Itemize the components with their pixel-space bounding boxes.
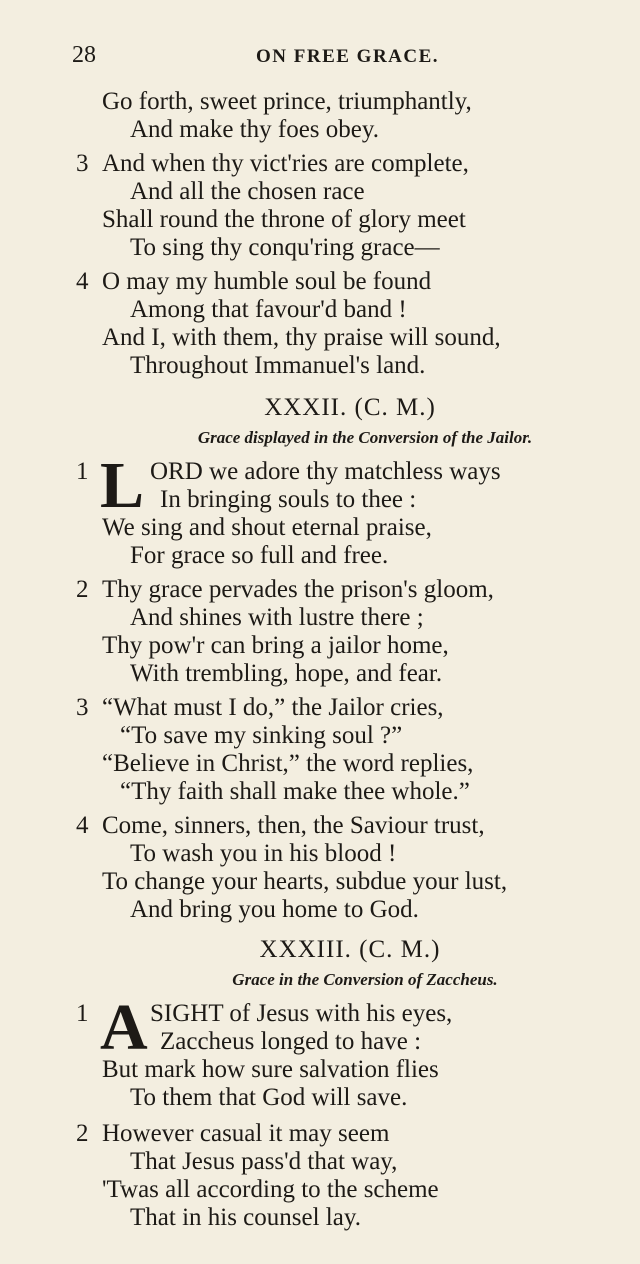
verse-number: 1 (76, 458, 89, 485)
verse-number: 3 (76, 150, 89, 177)
verse-line: And I, with them, thy praise will sound, (102, 324, 501, 351)
verse-line: And all the chosen race (130, 178, 365, 205)
verse-line: Come, sinners, then, the Saviour trust, (102, 812, 485, 839)
verse-line: In bringing souls to thee : (160, 486, 417, 513)
verse-line: Throughout Immanuel's land. (130, 352, 426, 379)
verse-line: That Jesus pass'd that way, (130, 1148, 398, 1175)
verse-number: 4 (76, 812, 89, 839)
verse-line: And shines with lustre there ; (130, 604, 424, 631)
verse-line: We sing and shout eternal praise, (102, 514, 432, 541)
verse-line: To change your hearts, subdue your lust, (102, 868, 508, 895)
verse-line: That in his counsel lay. (130, 1204, 361, 1231)
verse-line: With trembling, hope, and fear. (130, 660, 443, 687)
verse-line: “What must I do,” the Jailor cries, (102, 694, 444, 721)
drop-cap: A (100, 991, 148, 1064)
running-title: ON FREE GRACE. (256, 46, 440, 67)
verse-line: And when thy vict'ries are complete, (102, 150, 469, 177)
verse-line: 'Twas all according to the scheme (102, 1176, 439, 1203)
verse-line: SIGHT of Jesus with his eyes, (150, 1000, 453, 1027)
verse-line: However casual it may seem (102, 1120, 390, 1147)
verse-line: ORD we adore thy matchless ways (150, 458, 501, 485)
verse-line: To sing thy conqu'ring grace— (130, 234, 440, 261)
verse-line: “Thy faith shall make thee whole.” (120, 778, 470, 805)
verse-number: 3 (76, 694, 89, 721)
drop-cap: L (100, 449, 145, 522)
verse-line: O may my humble soul be found (102, 268, 432, 295)
verse-line: And bring you home to God. (130, 896, 419, 923)
verse-line: And make thy foes obey. (130, 116, 380, 143)
page-number: 28 (72, 42, 96, 68)
verse-line: “Believe in Christ,” the word replies, (102, 750, 474, 777)
verse-line: For grace so full and free. (130, 542, 389, 569)
verse-line: Thy grace pervades the prison's gloom, (102, 576, 494, 603)
verse-number: 2 (76, 1120, 89, 1147)
verse-line: Shall round the throne of glory meet (102, 206, 466, 233)
verse-line: Among that favour'd band ! (130, 296, 407, 323)
page-header (0, 42, 640, 76)
hymn-title: XXXII. (C. M.) (264, 394, 436, 421)
verse-line: To wash you in his blood ! (130, 840, 397, 867)
verse-number: 1 (76, 1000, 89, 1027)
verse-line: To them that God will save. (130, 1084, 408, 1111)
verse-number: 4 (76, 268, 89, 295)
verse-line: But mark how sure salvation flies (102, 1056, 439, 1083)
verse-line: Go forth, sweet prince, triumphantly, (102, 88, 472, 115)
verse-line: Zaccheus longed to have : (160, 1028, 422, 1055)
hymn-subtitle: Grace displayed in the Conversion of the Jailor. (197, 428, 533, 447)
verse-line: “To save my sinking soul ?” (120, 722, 403, 749)
verse-line: Thy pow'r can bring a jailor home, (102, 632, 449, 659)
hymn-title: XXXIII. (C. M.) (259, 936, 441, 963)
hymn-subtitle: Grace in the Conversion of Zaccheus. (232, 970, 498, 989)
verse-number: 2 (76, 576, 89, 603)
